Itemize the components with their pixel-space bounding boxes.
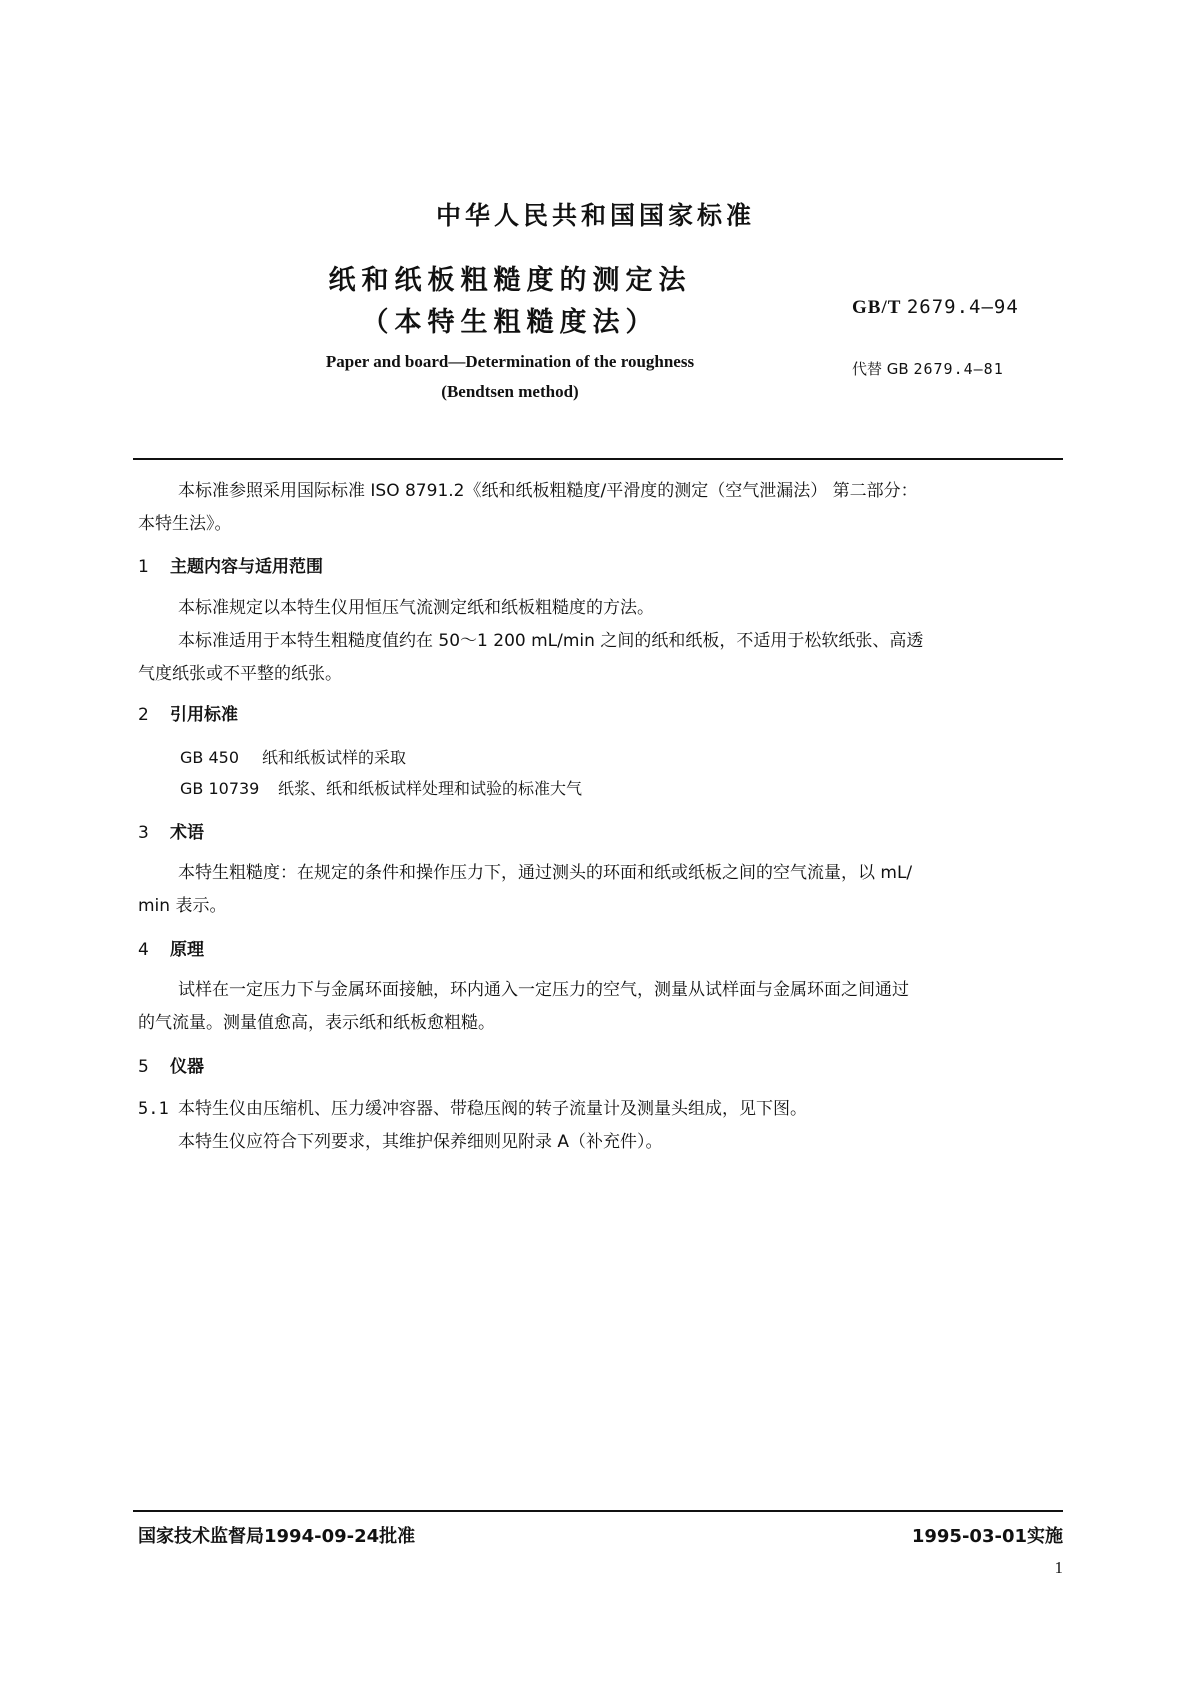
section-5-heading <box>138 1052 204 1077</box>
title-chinese-line1: 纸和纸板粗糙度的测定法 <box>328 265 692 296</box>
section-4-number: 4 <box>138 940 149 960</box>
clause-5-1 <box>138 1093 1068 1159</box>
effective-date: 1995-03-01实施 <box>911 1526 1063 1547</box>
section-4-line2: 的气流量。测量值愈高，表示纸和纸板愈粗糙。 <box>138 1013 495 1033</box>
intro-paragraph <box>138 475 1068 541</box>
clause-5-1-line <box>138 1093 1068 1126</box>
section-4-line1: 试样在一定压力下与金属环面接触，环内通入一定压力的空气，测量从试样面与金属环面之间通过 <box>178 980 909 1000</box>
header-divider <box>133 458 1063 460</box>
reference-1-text: 纸和纸板试样的采取 <box>262 748 407 767</box>
clause-5-1-p2: 本特生仪应符合下列要求，其维护保养细则见附录 A（补充件）。 <box>178 1132 663 1152</box>
section-2-number: 2 <box>138 705 149 725</box>
reference-1 <box>180 745 406 768</box>
reference-2-text: 纸浆、纸和纸板试样处理和试验的标准大气 <box>278 779 583 798</box>
approval-statement: 国家技术监督局1994-09-24批准 <box>138 1526 416 1547</box>
section-3-title: 术语 <box>170 823 204 843</box>
footer-divider <box>133 1510 1063 1512</box>
section-1-body <box>138 592 1068 691</box>
section-4-body <box>138 974 1068 1040</box>
section-1-p1: 本标准规定以本特生仪用恒压气流测定纸和纸板粗糙度的方法。 <box>178 598 654 618</box>
page-number: 1 <box>1054 1558 1063 1577</box>
section-1-title: 主题内容与适用范围 <box>170 557 323 577</box>
section-3-line1: 本特生粗糙度：在规定的条件和操作压力下，通过测头的环面和纸或纸板之间的空气流量，以 mL/ <box>178 863 913 883</box>
standard-number <box>852 296 1019 319</box>
section-4-heading <box>138 935 204 960</box>
section-2-heading <box>138 700 238 725</box>
title-chinese-line2: （本特生粗糙度法） <box>361 307 659 338</box>
section-2-title: 引用标准 <box>170 705 238 725</box>
title-english-line2: (Bendtsen method) <box>441 382 579 401</box>
replaces-standard <box>852 358 1004 379</box>
replaces-prefix: 代替 GB <box>852 360 909 378</box>
section-4-title: 原理 <box>170 940 204 960</box>
section-1-p2-line2: 气度纸张或不平整的纸张。 <box>138 664 342 684</box>
national-standard-heading: 中华人民共和国国家标准 <box>435 201 755 230</box>
section-5-title: 仪器 <box>170 1057 204 1077</box>
title-english-line1: Paper and board—Determination of the roughness <box>325 352 695 371</box>
section-1-number: 1 <box>138 557 149 577</box>
section-1-heading <box>138 552 323 577</box>
section-5-number: 5 <box>138 1057 149 1077</box>
replaces-number: 2679.4—81 <box>913 360 1004 378</box>
section-3-line2: min 表示。 <box>138 896 227 916</box>
reference-2 <box>180 776 582 799</box>
reference-2-code: GB 10739 <box>180 779 260 798</box>
clause-5-1-text: 本特生仪由压缩机、压力缓冲容器、带稳压阀的转子流量计及测量头组成，见下图。 <box>178 1099 807 1119</box>
intro-line2: 本特生法》。 <box>138 514 232 534</box>
standard-prefix: GB/T <box>852 297 902 318</box>
reference-1-code: GB 450 <box>180 748 239 767</box>
section-3-heading <box>138 818 204 843</box>
section-3-body <box>138 857 1068 923</box>
clause-5-1-number: 5.1 <box>138 1099 169 1119</box>
section-1-p2-line1: 本标准适用于本特生粗糙度值约在 50～1 200 mL/min 之间的纸和纸板，不适用于松软纸张、高透 <box>178 631 924 651</box>
intro-line1: 本标准参照采用国际标准 ISO 8791.2《纸和纸板粗糙度/平滑度的测定（空气泄漏法） 第二部分： <box>178 481 918 501</box>
section-3-number: 3 <box>138 823 149 843</box>
standard-number-value: 2679.4—94 <box>906 296 1019 318</box>
